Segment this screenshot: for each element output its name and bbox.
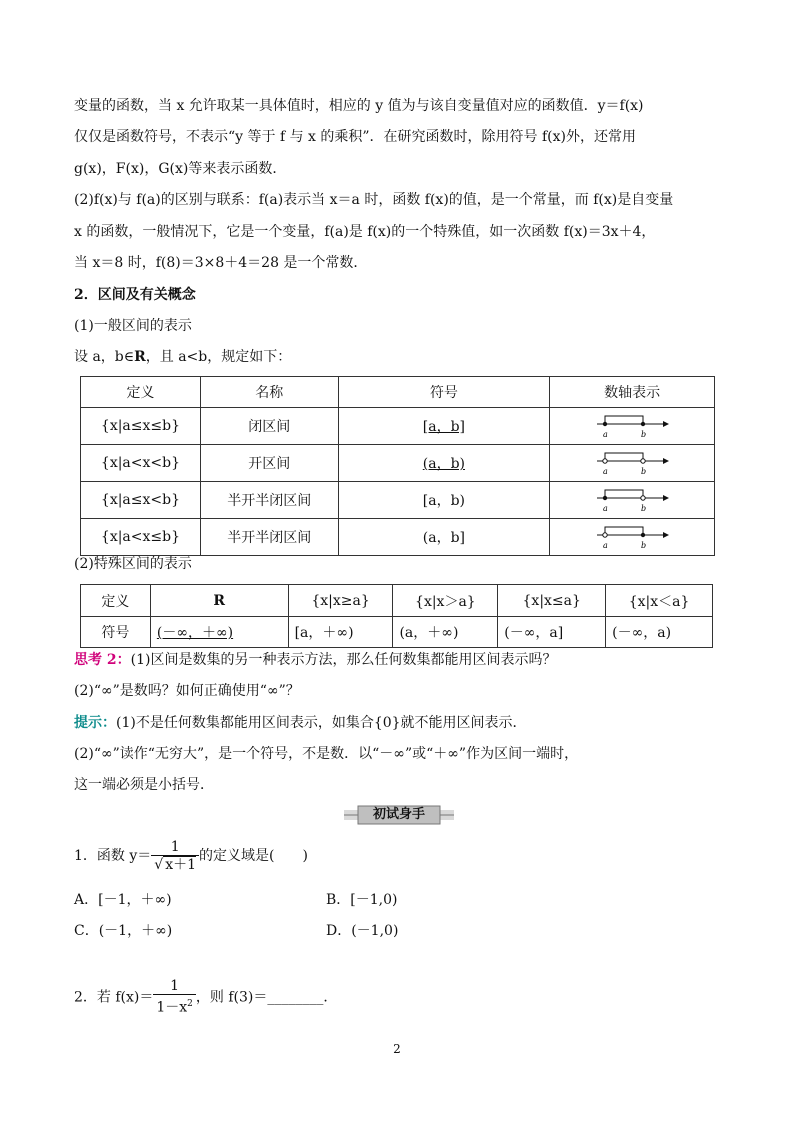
hint-line — [74, 713, 527, 733]
think-question-1: (1)区间是数集的另一种表示方法，那么任何数集都能用区间表示吗？ — [130, 652, 557, 668]
symbol-cell: (－∞，a] — [498, 617, 606, 648]
symbol-cell: (－∞，a) — [606, 617, 713, 648]
symbol-cell: [a，＋∞) — [288, 617, 393, 648]
hint-answer-3: 这一端必须是小括号． — [74, 777, 214, 793]
interval-name: 开区间 — [200, 445, 338, 482]
text-line: g(x)，F(x)，G(x)等来表示函数． — [74, 161, 287, 177]
option-b: B．[－1,0) — [326, 892, 398, 908]
interval-definition: {x|a≤x<b} — [81, 482, 201, 519]
q2-suffix: ，则 f(3)＝________． — [195, 989, 338, 1006]
definition-cell: {x|x＜a} — [606, 585, 713, 617]
svg-text:b: b — [641, 541, 647, 550]
number-line-closed — [550, 408, 715, 445]
section-banner — [344, 805, 454, 825]
text-line: 变量的函数，当 x 允许取某一具体值时，相应的 y 值为与该自变量值对应的函数值．y＝f(x) — [74, 98, 644, 114]
number-line-open — [550, 445, 715, 482]
text-line: x 的函数，一般情况下，它是一个变量，f(a)是 f(x)的一个特殊值，如一次函数 f(x)＝3x＋4， — [74, 224, 656, 240]
number-line-half-open-left — [550, 519, 715, 556]
table-row — [81, 519, 715, 556]
svg-text:b: b — [641, 467, 647, 476]
setup-line — [74, 347, 291, 367]
header-definition: 定义 — [81, 377, 201, 408]
q2-prefix: 2．若 f(x)＝ — [74, 989, 154, 1006]
question-1 — [74, 838, 308, 874]
table-row — [81, 482, 715, 519]
interval-definition: {x|a<x≤b} — [81, 519, 201, 556]
definition-cell: R — [150, 585, 288, 617]
definition-cell: {x|x≥a} — [288, 585, 393, 617]
svg-text:a: a — [603, 504, 608, 513]
subheading: (1)一般区间的表示 — [74, 318, 192, 334]
hint-answer-2: (2)“∞”读作“无穷大”，是一个符号，不是数．以“－∞”或“＋∞”作为区间一端时， — [74, 746, 579, 762]
number-line-half-open-right — [550, 482, 715, 519]
interval-symbol: [a，b) — [338, 482, 550, 519]
q2-numerator: 1 — [153, 978, 196, 995]
text-line: 仅仅是函数符号，不表示“y 等于 f 与 x 的乘积”．在研究函数时，除用符号 f(x)外，还常用 — [74, 129, 637, 145]
banner-title: 初试身手 — [372, 807, 425, 822]
table-row — [81, 408, 715, 445]
svg-text:b: b — [641, 430, 647, 439]
hint-label: 提示： — [74, 715, 116, 731]
think-line — [74, 650, 556, 670]
row-label: 定义 — [81, 585, 151, 617]
interval-name: 半开半闭区间 — [200, 519, 338, 556]
svg-text:a: a — [603, 541, 608, 550]
interval-symbol: [a，b] — [338, 408, 550, 445]
subheading: (2)特殊区间的表示 — [74, 556, 192, 572]
definition-cell: {x|x≤a} — [498, 585, 606, 617]
option-c: C．(－1，＋∞) — [74, 923, 173, 939]
interval-name: 闭区间 — [200, 408, 338, 445]
interval-symbol: (a，b] — [338, 519, 550, 556]
svg-text:a: a — [603, 467, 608, 476]
text-line: 当 x＝8 时，f(8)＝3×8＋4＝28 是一个常数． — [74, 255, 368, 271]
q1-suffix: 的定义域是( ) — [199, 848, 308, 864]
general-interval-table — [80, 376, 715, 556]
setup-pre: 设 a，b∈ — [74, 349, 135, 365]
definition-cell: {x|x＞a} — [393, 585, 498, 617]
real-set-symbol: R — [134, 349, 146, 365]
svg-text:b: b — [641, 504, 647, 513]
table-row — [81, 445, 715, 482]
interval-name: 半开半闭区间 — [200, 482, 338, 519]
interval-symbol: (a，b) — [338, 445, 550, 482]
svg-text:a: a — [603, 430, 608, 439]
header-symbol: 符号 — [338, 377, 550, 408]
q1-denominator: √ x＋1 — [154, 856, 197, 873]
setup-post: ，且 a<b，规定如下： — [145, 349, 292, 365]
option-d: D．(－1,0) — [326, 923, 399, 939]
page-number: 2 — [393, 1042, 401, 1056]
interval-definition: {x|a<x<b} — [81, 445, 201, 482]
think-label: 思考 2： — [74, 652, 131, 668]
symbol-cell: (－∞，＋∞) — [150, 617, 288, 648]
q1-prefix: 1．函数 y＝ — [74, 848, 152, 864]
text-line: (2)f(x)与 f(a)的区别与联系：f(a)表示当 x＝a 时，函数 f(x)的值，是一个常量，而 f(x)是自变量 — [74, 192, 674, 208]
section-heading: 2．区间及有关概念 — [74, 287, 196, 303]
interval-definition: {x|a≤x≤b} — [81, 408, 201, 445]
q1-fraction — [151, 839, 199, 874]
header-number-line: 数轴表示 — [550, 377, 715, 408]
q2-fraction — [153, 978, 196, 1017]
hint-answer-1: (1)不是任何数集都能用区间表示，如集合{0}就不能用区间表示． — [116, 715, 527, 731]
q1-numerator: 1 — [151, 839, 199, 856]
question-2 — [74, 978, 337, 1017]
header-name: 名称 — [200, 377, 338, 408]
symbol-cell: (a，＋∞) — [393, 617, 498, 648]
q2-denominator: $1-x^2$ — [156, 999, 193, 1016]
think-question-2: (2)“∞”是数吗？如何正确使用“∞”？ — [74, 683, 300, 699]
option-a: A．[－1，＋∞) — [74, 892, 172, 908]
special-interval-table — [80, 584, 713, 648]
row-label: 符号 — [81, 617, 151, 648]
